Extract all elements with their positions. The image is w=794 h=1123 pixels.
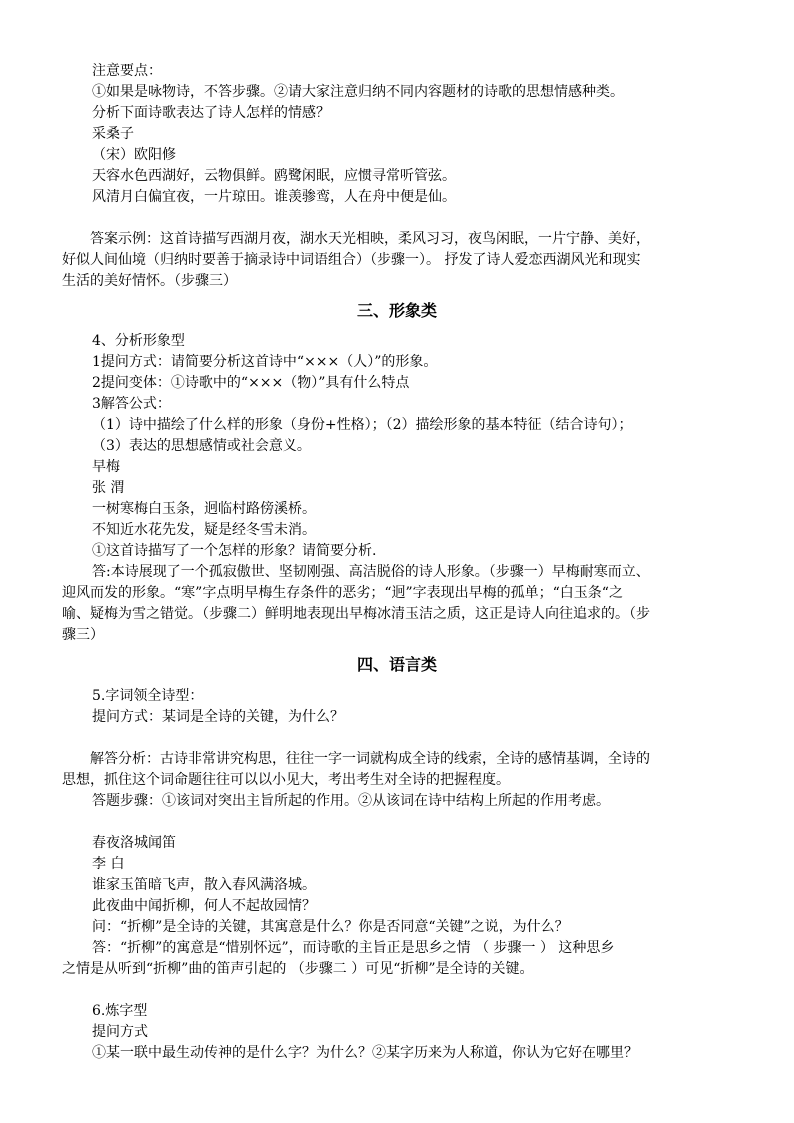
text-line: ①某一联中最生动传神的是什么字？为什么？②某字历来为人称道，你认为它好在哪里？ [92,1045,638,1061]
text-line: 问：“折柳”是全诗的关键，其寓意是什么？你是否同意“关键”之说，为什么？ [92,919,569,935]
poem-line: 风清月白偏宜夜，一片琼田。谁羡骖鸾，人在舟中便是仙。 [92,189,456,205]
poem-author: 李 白 [92,856,125,872]
text-line: 答:本诗展现了一个孤寂傲世、坚韧刚强、高洁脱俗的诗人形象。（步骤一）早梅耐寒而立、 [92,564,650,580]
text-line: 答案示例：这首诗描写西湖月夜，湖水天光相映，柔风习习，夜鸟闲眠，一片宁静、美好， [90,231,650,247]
text-line: 喻、疑梅为雪之错觉。（步骤二）鲜明地表现出早梅冰清玉洁之质，这正是诗人向往追求的。（步 [62,606,650,622]
poem-line: 谁家玉笛暗飞声，散入春风满洛城。 [92,877,316,893]
text-line: 提问方式 [92,1024,148,1040]
text-line: 答：“折柳”的寓意是“惜别怀远”，而诗歌的主旨正是思乡之情 （ 步骤一 ） 这种思乡 [92,940,615,956]
text-line: 解答分析：古诗非常讲究构思，往往一字一词就构成全诗的线索，全诗的感情基调，全诗的 [90,751,650,767]
text-line: 之情是从听到“折柳”曲的笛声引起的 （步骤二 ）可见“折柳”是全诗的关键。 [62,961,534,977]
text-line: 1提问方式：请简要分析这首诗中“×××（人）”的形象。 [92,354,438,370]
text-line: 4、分析形象型 [92,333,185,349]
text-line: 5.字词领全诗型： [92,688,204,704]
text-line: 骤三） [62,627,104,643]
poem-line: 此夜曲中闻折柳，何人不起故园情？ [92,898,316,914]
text-line: 2提问变体：①诗歌中的“×××（物）”具有什么特点 [92,375,410,391]
text-line: 3解答公式： [92,396,171,412]
poem-author: （宋）欧阳修 [92,147,176,163]
poem-line: 一树寒梅白玉条，迥临村路傍溪桥。 [92,501,316,517]
poem-title: 早梅 [92,459,120,475]
poem-title: 采桑子 [92,126,134,142]
text-line: ①如果是咏物诗，不答步骤。②请大家注意归纳不同内容题材的诗歌的思想情感种类。 [92,84,624,100]
text-line: 分析下面诗歌表达了诗人怎样的情感？ [92,105,330,121]
poem-title: 春夜洛城闻笛 [92,835,176,851]
section-heading: 三、形象类 [356,301,437,320]
section-heading: 四、语言类 [356,655,437,674]
text-line: 注意要点： [92,63,162,79]
text-line: 思想，抓住这个词命题往往可以以小见大，考出考生对全诗的把握程度。 [62,772,510,788]
text-line: ①这首诗描写了一个怎样的形象？请简要分析. [92,543,377,559]
poem-line: 天容水色西湖好，云物俱鲜。鸥鹭闲眠，应惯寻常听管弦。 [92,168,456,184]
text-line: 6.炼字型 [92,1003,148,1019]
text-line: 答题步骤：①该词对突出主旨所起的作用。②从该词在诗中结构上所起的作用考虑。 [92,793,610,809]
text-line: （3）表达的思想感情或社会意义。 [92,438,311,454]
poem-author: 张 渭 [92,480,125,496]
text-line: （1）诗中描绘了什么样的形象（身份+性格）；（2）描绘形象的基本特征（结合诗句）； [92,417,633,433]
text-line: 迎风而发的形象。“寒”字点明早梅生存条件的恶劣；“迥”字表现出早梅的孤单；“白玉条“之 [62,585,623,601]
poem-line: 不知近水花先发，疑是经冬雪未消。 [92,522,316,538]
text-line: 好似人间仙境（归纳时要善于摘录诗中词语组合）（步骤一）。 抒发了诗人爱恋西湖风光和现实 [62,252,641,268]
text-line: 提问方式：某词是全诗的关键，为什么？ [92,709,344,725]
text-line: 生活的美好情怀。（步骤三） [62,273,237,289]
